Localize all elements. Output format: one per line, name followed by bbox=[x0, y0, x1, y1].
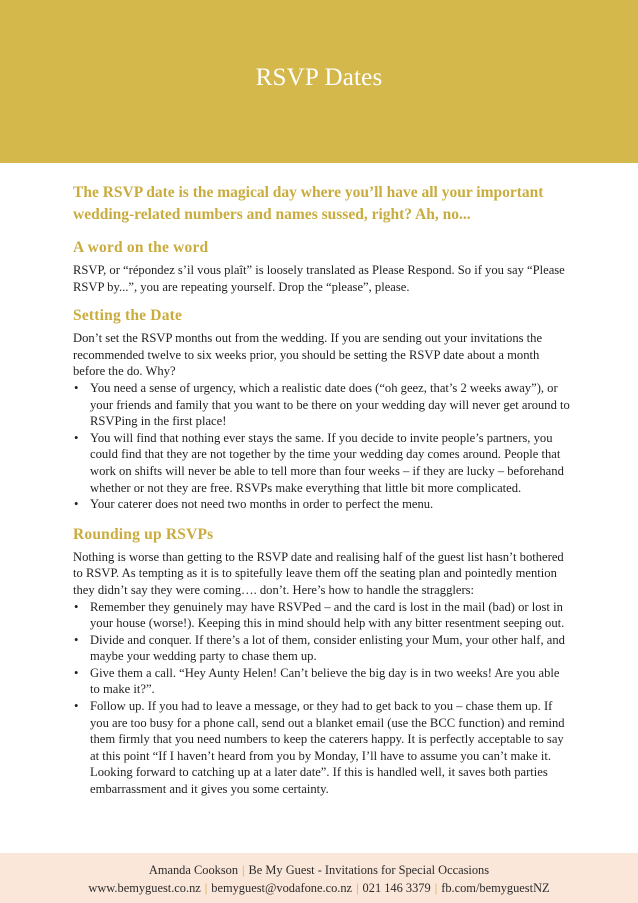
bullet-icon: • bbox=[74, 632, 79, 647]
bullet-list bbox=[73, 380, 571, 513]
list-item: • Your caterer does not need two months in order to perfect the menu. bbox=[74, 497, 434, 512]
list-item: • You will find that nothing ever stays the same. If you decide to invite people’s partners, you could find that they are not together by the time your wedding day comes around. People that work on shifts will never be able to tell more than four weeks – if they are lucky – beforehand whether or not they are free. RSVPs make everything that little bit more complicated. bbox=[74, 430, 564, 495]
section-paragraph: Nothing is worse than getting to the RSVP date and realising half of the guest list hasn’t bothered to RSVP. As tempting as it is to spitefully leave them off the seating plan and pointedly mention they didn’t say they were coming…. don’t. Here’s how to handle the stragglers: bbox=[73, 549, 564, 597]
footer-facebook-link[interactable]: fb.com/bemyguestNZ bbox=[441, 881, 550, 895]
bullet-icon: • bbox=[74, 599, 79, 614]
section-heading: A word on the word bbox=[73, 239, 209, 256]
page-title: RSVP Dates bbox=[255, 64, 383, 91]
list-item: • Follow up. If you had to leave a message, or they had to get back to you – chase them up. If you are too busy for a phone call, send out a blanket email (use the BCC function) and remind them firmly that you need numbers to keep the caterers happy. It is perfectly acceptable to say at this point “If I haven’t heard from you by Monday, I’ll have to assume you can’t make it. Looking forward to catching up at a later date”. If this is handled well, it saves both parties embarrassment and it gives you some certainty. bbox=[74, 699, 565, 797]
footer bbox=[0, 853, 638, 903]
section-paragraph: RSVP, or “répondez s’il vous plaît” is loosely translated as Please Respond. So if you say “Please RSVP by...”, you are repeating yourself. Drop the “please”, please. bbox=[73, 263, 565, 294]
bullet-icon: • bbox=[74, 665, 79, 680]
footer-line-links bbox=[0, 881, 638, 896]
list-item: • Give them a call. “Hey Aunty Helen! Can’t believe the big day is in two weeks! Are you able to make it?”. bbox=[74, 665, 560, 697]
bullet-icon: • bbox=[74, 380, 79, 395]
footer-line-contact bbox=[0, 863, 638, 878]
bullet-list bbox=[73, 599, 571, 798]
document-body bbox=[73, 182, 571, 798]
bullet-icon: • bbox=[74, 699, 79, 714]
section-heading: Rounding up RSVPs bbox=[73, 525, 214, 543]
footer-separator: | bbox=[434, 881, 438, 895]
header-banner bbox=[0, 0, 638, 163]
footer-name: Amanda Cookson bbox=[148, 863, 239, 877]
section-word bbox=[73, 238, 571, 295]
list-item: • Remember they genuinely may have RSVPed – and the card is lost in the mail (bad) or lost in your house (worse!). Keeping this in mind should help with any bitter resentment seeping out. bbox=[74, 599, 565, 631]
bullet-icon: • bbox=[74, 430, 79, 445]
footer-website-link[interactable]: www.bemyguest.co.nz bbox=[88, 881, 201, 895]
footer-business: Be My Guest - Invitations for Special Occasions bbox=[248, 863, 490, 877]
list-item: • Divide and conquer. If there’s a lot of them, consider enlisting your Mum, your other half, and maybe your wedding party to chase them up. bbox=[74, 632, 565, 664]
footer-phone: 021 146 3379 bbox=[362, 881, 431, 895]
footer-separator: | bbox=[242, 863, 245, 877]
intro-text: The RSVP date is the magical day where you’ll have all your important wedding-related numbers and names sussed, right? Ah, no... bbox=[73, 184, 544, 223]
section-rounding-up bbox=[73, 525, 571, 798]
bullet-icon: • bbox=[74, 497, 79, 512]
footer-email-link[interactable]: bemyguest@vodafone.co.nz bbox=[211, 881, 353, 895]
section-setting-date bbox=[73, 306, 571, 513]
list-item: • You need a sense of urgency, which a realistic date does (“oh geez, that’s 2 weeks away”), or your friends and family that you want to be there on your wedding day will never get around to RSVPing in the first place! bbox=[74, 380, 570, 429]
section-paragraph: Don’t set the RSVP months out from the wedding. If you are sending out your invitations the recommended twelve to six weeks prior, you should be setting the RSVP date about a month before the do. Why? bbox=[73, 331, 543, 379]
footer-separator: | bbox=[204, 881, 208, 895]
section-heading: Setting the Date bbox=[73, 307, 183, 325]
footer-separator: | bbox=[356, 881, 359, 895]
